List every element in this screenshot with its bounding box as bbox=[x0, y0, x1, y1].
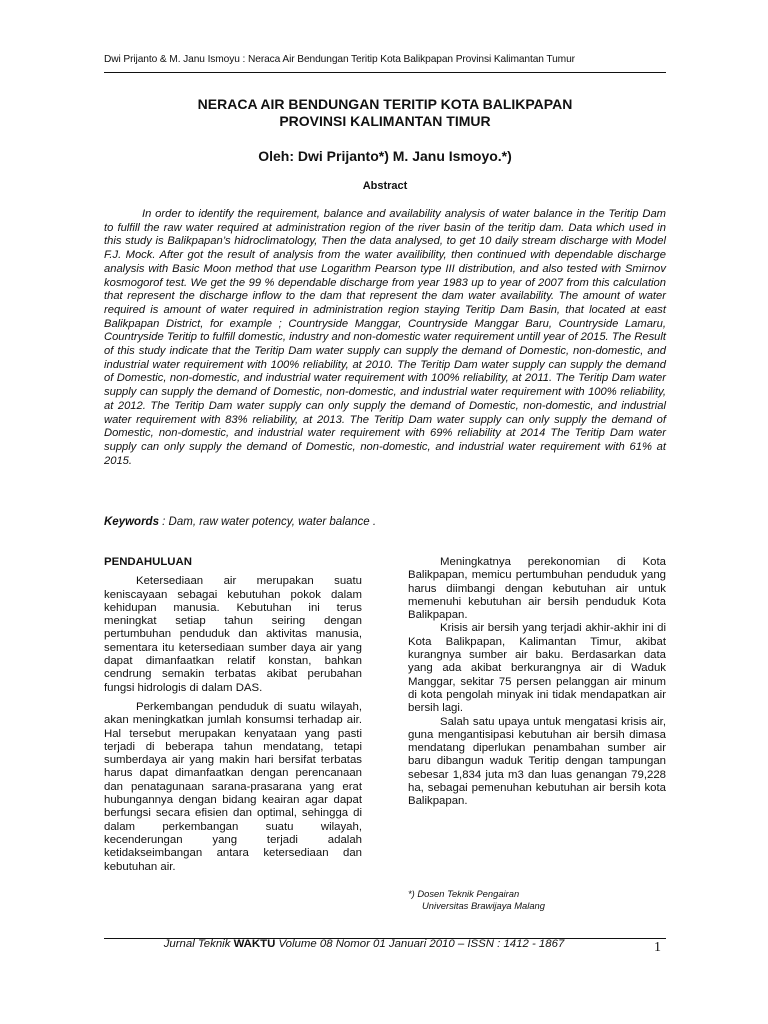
title-line-1: NERACA AIR BENDUNGAN TERITIP KOTA BALIKPAPAN bbox=[197, 96, 573, 112]
footer-suffix: Volume 08 Nomor 01 Januari 2010 – ISSN : 1412 - 1867 bbox=[275, 938, 565, 950]
abstract-heading: Abstract bbox=[362, 180, 408, 192]
paragraph: Perkembangan penduduk di suatu wilayah, akan meningkatkan jumlah konsumsi terhadap air. Hal tersebut merupakan kenyataan yang pasti terjadi di beberapa tahun mendatang, tetapi sumberdaya air yang makin hari bersifat terbatas harus dapat dimanfaatkan dengan perencanaan dan penatagunaan sarana-prasarana yang erat hubungannya dengan bidang keairan agar dapat berfungsi secara efisien dan optimal, sehingga di dalam perkembangan suatu wilayah, kecenderungan yang terjadi adalah ketidakseimbangan antara ketersediaan dan kebutuhan air. bbox=[104, 700, 362, 873]
header-rule bbox=[104, 72, 666, 73]
keywords-label: Keywords bbox=[104, 516, 159, 528]
footnote-line-1: *) Dosen Teknik Pengairan bbox=[408, 888, 520, 899]
paragraph: Meningkatnya perekonomian di Kota Balikpapan, memicu pertumbuhan penduduk yang harus diimbangi dengan kebutuhan air untuk memenuhi kebutuhan air bersih penduduk Kota Balikpapan. bbox=[408, 556, 666, 622]
keywords-text: : Dam, raw water potency, water balance . bbox=[158, 516, 377, 528]
left-column bbox=[104, 556, 362, 880]
footer-prefix: Jurnal Teknik bbox=[163, 938, 234, 950]
paragraph: Salah satu upaya untuk mengatasi krisis air, guna mengantisipasi kebutuhan air bersih dimasa mendatang diperlukan penambahan sumber air baru dibangun waduk Teritip dengan tampungan sebesar 1,834 juta m3 dan luas genangan 79,228 ha, sebagai pemenuhan kebutuhan air bersih kota Balikpapan. bbox=[408, 715, 666, 808]
journal-name: WAKTU bbox=[233, 938, 276, 950]
page-number: 1 bbox=[654, 940, 661, 955]
section-heading: PENDAHULUAN bbox=[104, 556, 192, 568]
footnote-line-2: Universitas Brawijaya Malang bbox=[422, 900, 545, 911]
running-head: Dwi Prijanto & M. Janu Ismoyu : Neraca Air Bendungan Teritip Kota Balikpapan Provinsi Kalimantan Tumur bbox=[104, 54, 575, 65]
paragraph: Ketersediaan air merupakan suatu keniscayaan sebagai kebutuhan pokok dalam kehidupan manusia. Kebutuhan ini terus meningkat setiap tahun seiring dengan pertumbuhan penduduk dan aktivitas manusia, sementara itu ketersediaan sumber daya air yang dapat dimanfaatkan relatif konstan, bahkan cendrung semakin terbatas akibat perubahan fungsi hidrologis di dalam DAS. bbox=[104, 575, 362, 694]
abstract-body bbox=[104, 208, 666, 468]
keywords bbox=[104, 516, 666, 528]
right-column bbox=[408, 556, 666, 815]
journal-footer bbox=[104, 938, 624, 950]
paragraph: Krisis air bersih yang terjadi akhir-akhir ini di Kota Balikpapan, Kalimantan Timur, akibat kurangnya sumber air baku. Berdasarkan data yang ada akibat berkurangnya air di Waduk Manggar, sekitar 75 persen pelanggan air minum di kota pengolah minyak ini tidak mendapatkan air bersih lagi. bbox=[408, 622, 666, 715]
title-line-2: PROVINSI KALIMANTAN TIMUR bbox=[279, 113, 491, 129]
abstract-text: In order to identify the requirement, balance and availability analysis of water balance in the Teritip Dam to fulfill the raw water required at administration region of the river basin of the teritip dam. Data which used in this study is Balikpapan’s hidroclimatology, Then the data analysed, to get 10 daily stream discharge with Model F.J. Mock. After got the result of analysis from the water availibility, then continued with dependable discharge analysis with Basic Moon method that use Logarithm Pearson type III distribution, and also tested with Smirnov kosmogorof test. We get the 99 % dependable discharge from year 1983 up to year of 2007 from this calculation that represent the discharge inflow to the dam that represent the dam water availability. The amount of water required is amount of water required in administration region staying Teritip Dam Basin, that located at east Balikpapan District, for example ; Countryside Manggar, Countryside Manggar Baru, Countryside Lamaru, Countryside Teritip to fulfill domestic, industry and non-domestic water requirement untill year of 2015. The Result of this study indicate that the Teritip Dam water supply can supply the demand of Domestic, non-domestic, and industrial water requirement with 100% reliability, at 2010. The Teritip Dam water supply can supply the demand of Domestic, non-domestic, and industrial water requirement with 100% reliability, at 2011. The Teritip Dam water supply can supply the demand of Domestic, non-domestic, and industrial water requirement with 100% reliability, at 2012. The Teritip Dam water supply can only supply the demand of Domestic, non-domestic, and industrial water requirement with 83% reliability, at 2013. The Teritip Dam water supply can only supply the demand of Domestic, non-domestic, and industrial water requirement with 69% reliability at 2014 The Teritip Dam water supply can only supply the demand of Domestic, non-domestic, and industrial water requirement with 61% at 2015. bbox=[104, 208, 666, 467]
author-line: Oleh: Dwi Prijanto*) M. Janu Ismoyo.*) bbox=[258, 148, 512, 164]
footnote bbox=[408, 888, 668, 912]
paper-title bbox=[104, 96, 666, 130]
